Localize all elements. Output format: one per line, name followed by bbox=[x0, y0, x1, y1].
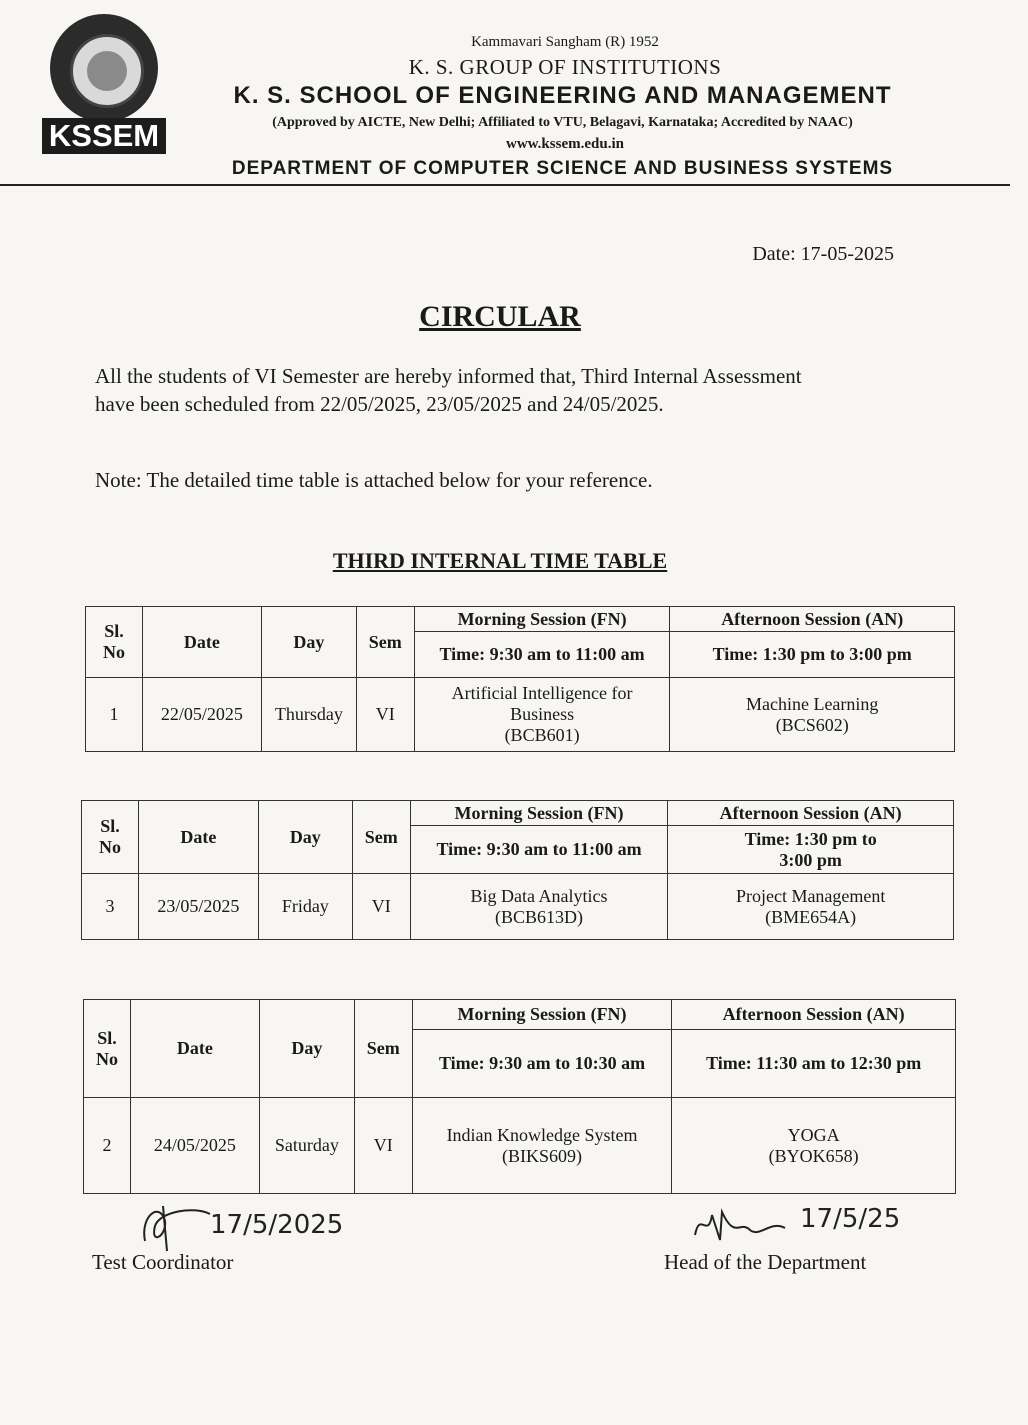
morning-time: Time: 9:30 am to 11:00 am bbox=[414, 632, 670, 678]
handwritten-signature-icon bbox=[690, 1200, 800, 1250]
col-header-day: Day bbox=[258, 801, 352, 874]
col-header-day: Day bbox=[261, 607, 356, 678]
afternoon-time: Time: 1:30 pm to 3:00 pm bbox=[670, 632, 955, 678]
table-row bbox=[84, 1098, 956, 1194]
col-header-date: Date bbox=[138, 801, 258, 874]
col-header-sem: Sem bbox=[356, 607, 414, 678]
hod-label: Head of the Department bbox=[664, 1250, 867, 1274]
coordinator-handwritten-date: 17/5/2025 bbox=[210, 1210, 344, 1240]
cell-sem: VI bbox=[354, 1098, 412, 1194]
col-header-sl: Sl. No bbox=[82, 801, 139, 874]
table-row bbox=[86, 678, 955, 752]
cell-morning-subject: Indian Knowledge System (BIKS609) bbox=[412, 1098, 672, 1194]
note-text: Note: The detailed time table is attached below for your reference. bbox=[95, 468, 653, 492]
cell-afternoon-subject: Machine Learning (BCS602) bbox=[670, 678, 955, 752]
header-divider bbox=[0, 184, 1010, 186]
approval-line: (Approved by AICTE, New Delhi; Affiliated to VTU, Belagavi, Karnataka; Accredited by NAAC) bbox=[272, 115, 853, 130]
timetable-title: THIRD INTERNAL TIME TABLE bbox=[332, 548, 668, 573]
website: www.kssem.edu.in bbox=[506, 136, 624, 152]
cell-sl: 2 bbox=[84, 1098, 131, 1194]
col-header-afternoon: Afternoon Session (AN) bbox=[668, 801, 954, 826]
body-line-1: All the students of VI Semester are hereby informed that, Third Internal Assessment bbox=[95, 364, 802, 388]
kssem-logo-text: KSSEM bbox=[42, 118, 166, 154]
morning-time: Time: 9:30 am to 10:30 am bbox=[412, 1030, 672, 1098]
cell-afternoon-subject: Project Management (BME654A) bbox=[668, 874, 954, 940]
hod-signature bbox=[690, 1200, 800, 1255]
col-header-date: Date bbox=[130, 1000, 259, 1098]
circular-date: Date: 17-05-2025 bbox=[752, 243, 894, 265]
cell-day: Friday bbox=[258, 874, 352, 940]
table-row bbox=[82, 874, 954, 940]
col-header-date: Date bbox=[142, 607, 261, 678]
col-header-afternoon: Afternoon Session (AN) bbox=[670, 607, 955, 632]
timetable-day-1 bbox=[85, 606, 955, 752]
body-line-2: have been scheduled from 22/05/2025, 23/05/2025 and 24/05/2025. bbox=[95, 392, 664, 416]
cell-sem: VI bbox=[352, 874, 410, 940]
cell-sl: 3 bbox=[82, 874, 139, 940]
col-header-sem: Sem bbox=[352, 801, 410, 874]
col-header-sl: Sl. No bbox=[84, 1000, 131, 1098]
circular-body bbox=[95, 362, 895, 418]
cell-date: 24/05/2025 bbox=[130, 1098, 259, 1194]
school-name: K. S. SCHOOL OF ENGINEERING AND MANAGEMENT bbox=[233, 82, 892, 109]
coordinator-label: Test Coordinator bbox=[92, 1250, 234, 1274]
hod-handwritten-date: 17/5/25 bbox=[800, 1204, 901, 1234]
cell-date: 23/05/2025 bbox=[138, 874, 258, 940]
col-header-afternoon: Afternoon Session (AN) bbox=[672, 1000, 956, 1030]
col-header-morning: Morning Session (FN) bbox=[412, 1000, 672, 1030]
sangham-line: Kammavari Sangham (R) 1952 bbox=[471, 34, 659, 50]
afternoon-time: Time: 1:30 pm to 3:00 pm bbox=[668, 826, 954, 874]
cell-day: Thursday bbox=[261, 678, 356, 752]
page-title: CIRCULAR bbox=[419, 300, 581, 333]
col-header-day: Day bbox=[259, 1000, 354, 1098]
cell-afternoon-subject: YOGA (BYOK658) bbox=[672, 1098, 956, 1194]
cell-sem: VI bbox=[356, 678, 414, 752]
timetable-day-2 bbox=[81, 800, 954, 940]
col-header-morning: Morning Session (FN) bbox=[414, 607, 670, 632]
afternoon-time: Time: 11:30 am to 12:30 pm bbox=[672, 1030, 956, 1098]
cell-morning-subject: Artificial Intelligence for Business (BCB601) bbox=[414, 678, 670, 752]
cell-day: Saturday bbox=[259, 1098, 354, 1194]
seal-emblem-icon bbox=[50, 14, 158, 122]
department-name: DEPARTMENT OF COMPUTER SCIENCE AND BUSINESS SYSTEMS bbox=[231, 158, 894, 179]
timetable-day-3 bbox=[83, 999, 956, 1194]
institution-logo bbox=[40, 14, 170, 156]
col-header-sem: Sem bbox=[354, 1000, 412, 1098]
morning-time: Time: 9:30 am to 11:00 am bbox=[410, 826, 668, 874]
cell-date: 22/05/2025 bbox=[142, 678, 261, 752]
cell-sl: 1 bbox=[86, 678, 143, 752]
col-header-morning: Morning Session (FN) bbox=[410, 801, 668, 826]
group-name: K. S. GROUP OF INSTITUTIONS bbox=[408, 55, 722, 79]
col-header-sl: Sl. No bbox=[86, 607, 143, 678]
cell-morning-subject: Big Data Analytics (BCB613D) bbox=[410, 874, 668, 940]
